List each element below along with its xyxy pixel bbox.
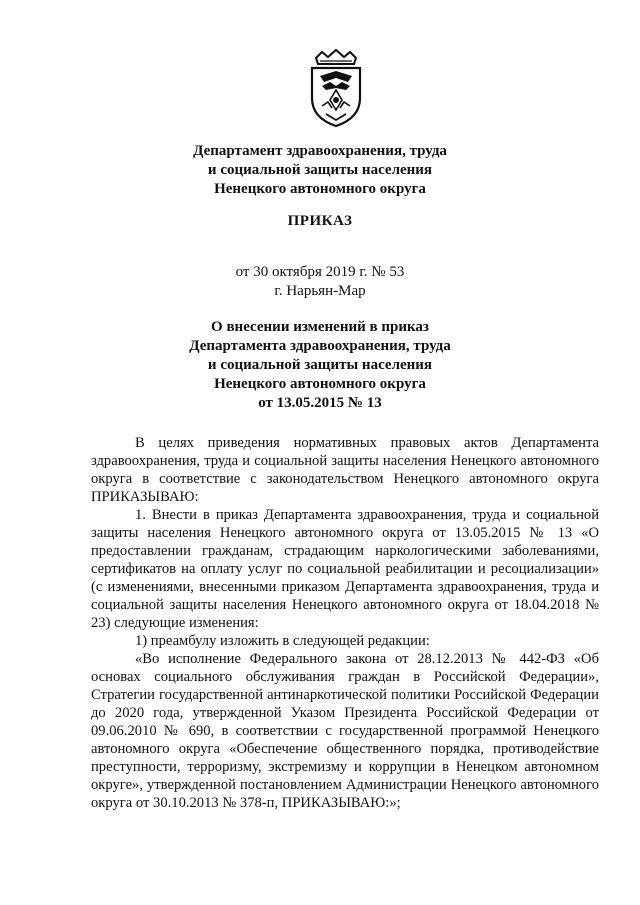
- order-date: от 30 октября 2019 г. № 53: [235, 264, 405, 280]
- body-paragraph: «Во исполнение Федерального закона от 28.12.2013 № 442-ФЗ «Об основах социального обслуживания граждан в Российской Федерации», Стратегии государственной антинаркотической политики Российской Федерации до 2020 года, утвержденной Указом Президента Российской Федерации от 09.06.2010 № 690, в соответствии с государственной программой Ненецкого автономного округа «Обеспечение общественного порядка, противодействие преступности, терроризму, экстремизму и коррупции в Ненецком автономном округе», утвержденной постановлением Администрации Ненецкого автономного округа от 30.10.2013 № 378-п, ПРИКАЗЫВАЮ:»;: [91, 651, 599, 811]
- order-date-block: [0, 263, 640, 301]
- order-title: ПРИКАЗ: [287, 213, 353, 229]
- body-paragraph: 1) преамбулу изложить в следующей редакции:: [135, 633, 430, 649]
- subject-line: и социальной защиты населения: [207, 357, 433, 373]
- body-paragraph: 1. Внести в приказ Департамента здравоохранения, труда и социальной защиты населения Ненецкого автономного округа от 13.05.2015 № 13 «О предоставлении гражданам, страдающим наркологическими заболеваниями, сертификатов на оплату услуг по социальной реабилитации и ресоциализации» (с изменениями, внесенными приказом Департамента здравоохранения, труда и социальной защиты населения Ненецкого автономного округа от 18.04.2018 № 23) следующие изменения:: [91, 507, 599, 631]
- department-line: и социальной защиты населения: [207, 162, 433, 178]
- department-line: Ненецкого автономного округа: [214, 181, 426, 197]
- coat-of-arms-icon: [302, 48, 370, 130]
- order-body: [91, 434, 599, 812]
- subject-line: О внесении изменений в приказ: [211, 319, 429, 335]
- order-city: г. Нарьян-Мар: [274, 283, 366, 299]
- department-header: [0, 142, 640, 199]
- subject-line: Департамента здравоохранения, труда: [189, 338, 451, 354]
- order-subject: [0, 318, 640, 413]
- subject-line: Ненецкого автономного округа: [214, 376, 426, 392]
- department-line: Департамент здравоохранения, труда: [193, 143, 447, 159]
- body-paragraph: В целях приведения нормативных правовых актов Департамента здравоохранения, труда и социальной защиты населения Ненецкого автономного округа в соответствие с законодательством Ненецкого автономного округа ПРИКАЗЫВАЮ:: [91, 435, 599, 505]
- coat-of-arms-drawing: [302, 48, 370, 130]
- subject-line: от 13.05.2015 № 13: [258, 395, 382, 411]
